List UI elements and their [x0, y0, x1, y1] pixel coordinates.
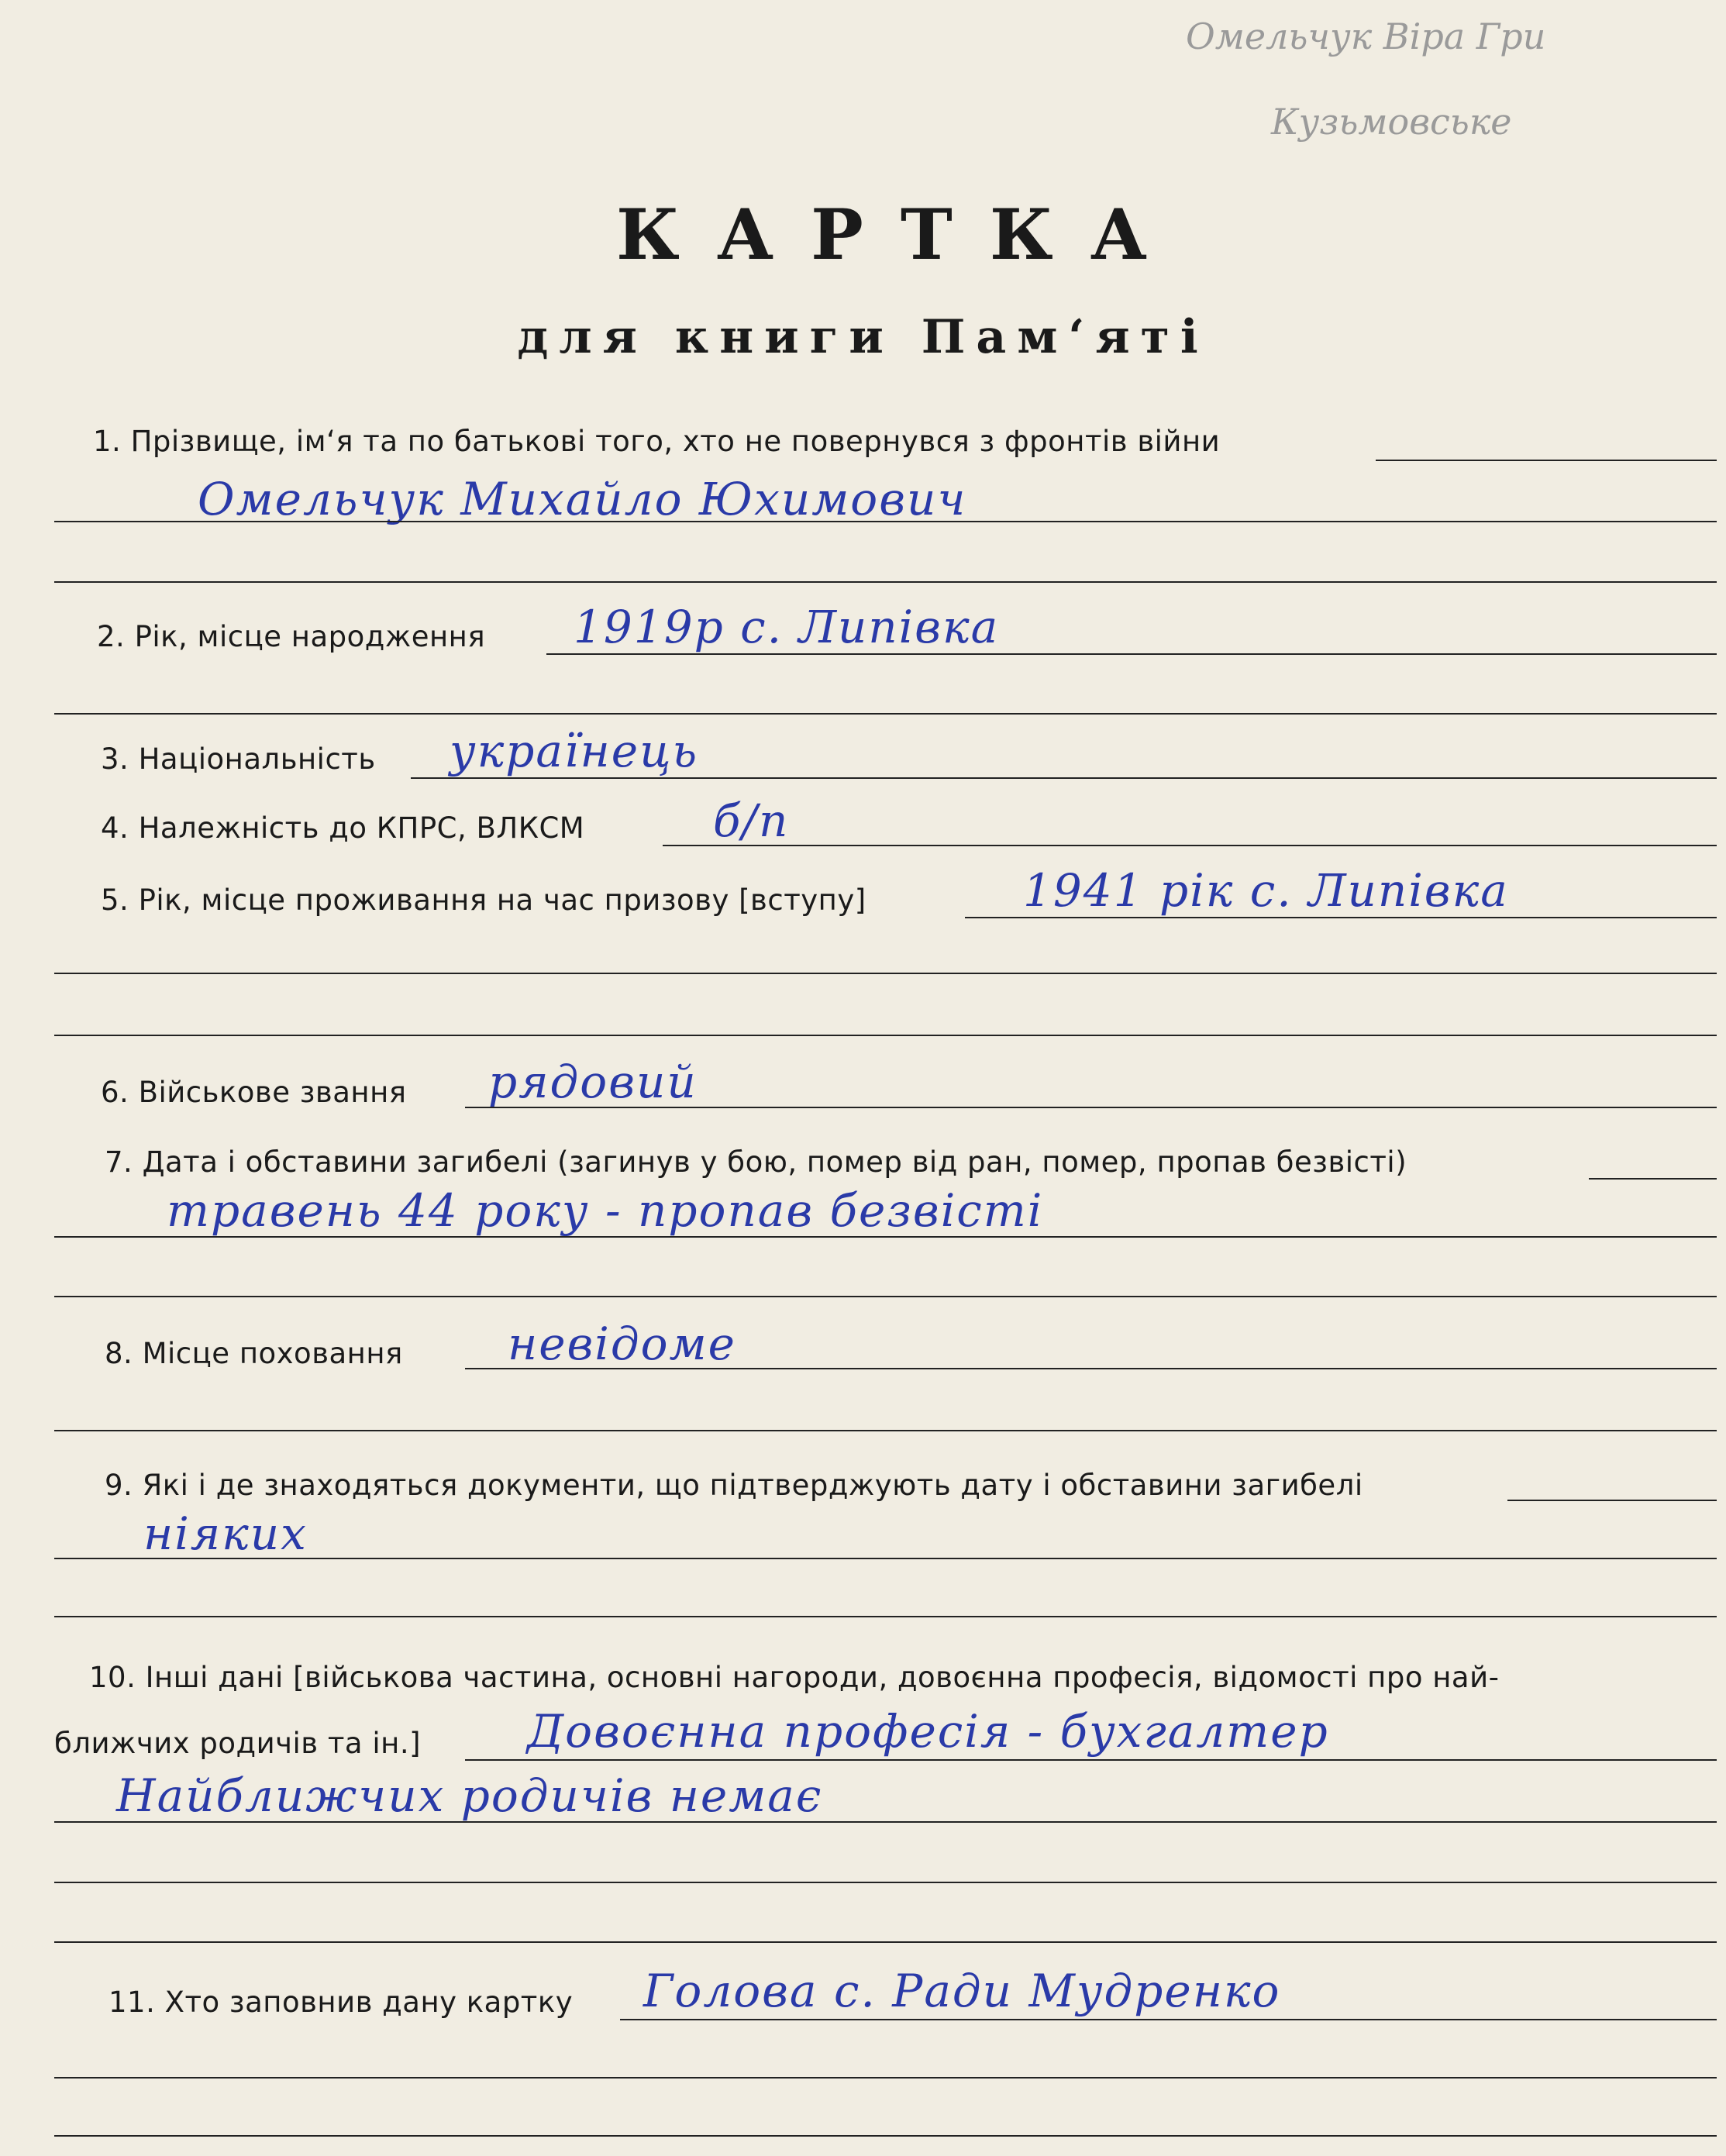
corner-note-line1: Омельчук Віра Гри	[1186, 15, 1546, 57]
field-3-value[interactable]: українець	[450, 725, 699, 777]
field-2-line-a	[546, 653, 1717, 655]
field-9-line-c	[54, 1616, 1717, 1617]
field-7-line-a	[1589, 1178, 1717, 1180]
field-5-number: 5.	[101, 883, 129, 917]
field-5-line-c	[54, 1035, 1717, 1036]
field-2-number: 2.	[97, 620, 126, 653]
field-2-value[interactable]: 1919р с. Липівка	[574, 601, 1000, 653]
field-5-value[interactable]: 1941 рік с. Липівка	[1023, 864, 1509, 917]
field-9-line-a	[1507, 1500, 1717, 1501]
field-11-line-a	[620, 2019, 1717, 2020]
field-7-line-b	[54, 1236, 1717, 1238]
field-5-line-a	[965, 917, 1717, 918]
field-1-text: Прізвище, ім‘я та по батькові того, хто не повернувся з фронтів війни	[130, 425, 1221, 458]
field-7-label	[105, 1145, 1407, 1179]
field-8-line-b	[54, 1430, 1717, 1431]
card-title: КАРТКА	[616, 194, 1184, 276]
field-10-number: 10.	[89, 1661, 136, 1694]
field-4-number: 4.	[101, 811, 129, 845]
field-1-value[interactable]: Омельчук Михайло Юхимович	[198, 473, 967, 525]
field-8-text: Місце поховання	[142, 1337, 403, 1370]
field-10-line-b	[54, 1821, 1717, 1823]
field-7-value[interactable]: травень 44 року - пропав безвісті	[167, 1184, 1044, 1237]
field-2-text: Рік, місце народження	[134, 620, 486, 653]
field-6-text: Військове звання	[138, 1076, 407, 1109]
field-10-label-cont: ближчих родичів та ін.]	[54, 1727, 422, 1760]
card-subtitle: для книги Пам‘яті	[517, 310, 1209, 364]
field-4-label	[101, 811, 584, 845]
field-8-line-a	[465, 1368, 1717, 1369]
field-4-value[interactable]: б/п	[713, 794, 790, 847]
field-11-number: 11.	[109, 1986, 156, 2019]
field-10-line-c	[54, 1882, 1717, 1883]
field-6-number: 6.	[101, 1076, 129, 1109]
field-9-label	[105, 1469, 1363, 1502]
field-2-label	[97, 620, 485, 653]
field-7-line-c	[54, 1296, 1717, 1297]
field-9-value[interactable]: ніяких	[143, 1507, 308, 1560]
field-7-number: 7.	[105, 1145, 133, 1179]
field-8-label	[105, 1337, 403, 1370]
field-3-number: 3.	[101, 742, 129, 776]
field-1-label	[93, 425, 1220, 458]
field-11-line-c	[54, 2135, 1717, 2137]
field-9-text: Які і де знаходяться документи, що підтверджують дату і обставини загибелі	[142, 1469, 1363, 1502]
field-11-value[interactable]: Голова с. Ради Мудренко	[643, 1965, 1281, 2017]
field-4-line	[663, 845, 1717, 846]
field-6-value[interactable]: рядовий	[488, 1056, 698, 1108]
field-11-text: Хто заповнив дану картку	[164, 1986, 574, 2019]
field-1-number: 1.	[93, 425, 122, 458]
field-2-line-b	[54, 713, 1717, 715]
corner-note-line2: Кузьмовське	[1271, 101, 1512, 143]
field-5-text: Рік, місце проживання на час призову [вступу]	[138, 883, 866, 917]
field-8-value[interactable]: невідоме	[508, 1317, 736, 1370]
field-7-text: Дата і обставини загибелі (загинув у бою, помер від ран, помер, пропав безвісті)	[142, 1145, 1407, 1179]
field-3-label	[101, 742, 376, 776]
field-11-label	[109, 1986, 573, 2019]
field-5-line-b	[54, 973, 1717, 974]
field-6-line	[465, 1107, 1717, 1108]
field-6-label	[101, 1076, 407, 1109]
field-5-label	[101, 883, 866, 917]
field-3-line	[411, 777, 1717, 779]
field-1-line-c	[54, 581, 1717, 583]
field-10-text: Інші дані [військова частина, основні нагороди, довоєнна професія, відомості про най-	[145, 1661, 1500, 1694]
field-9-line-b	[54, 1558, 1717, 1559]
field-8-number: 8.	[105, 1337, 133, 1370]
field-10-line-a	[465, 1759, 1717, 1761]
field-1-line-a	[1376, 460, 1717, 461]
field-11-line-b	[54, 2077, 1717, 2079]
field-10-line-d	[54, 1941, 1717, 1943]
field-10-value-2[interactable]: Найближчих родичів немає	[116, 1769, 823, 1822]
field-9-number: 9.	[105, 1469, 133, 1502]
field-10-value[interactable]: Довоєнна професія - бухгалтер	[527, 1705, 1329, 1758]
field-1-line-b	[54, 521, 1717, 522]
field-3-text: Національність	[138, 742, 376, 776]
field-4-text: Належність до КПРС, ВЛКСМ	[138, 811, 585, 845]
field-10-label	[89, 1661, 1500, 1694]
